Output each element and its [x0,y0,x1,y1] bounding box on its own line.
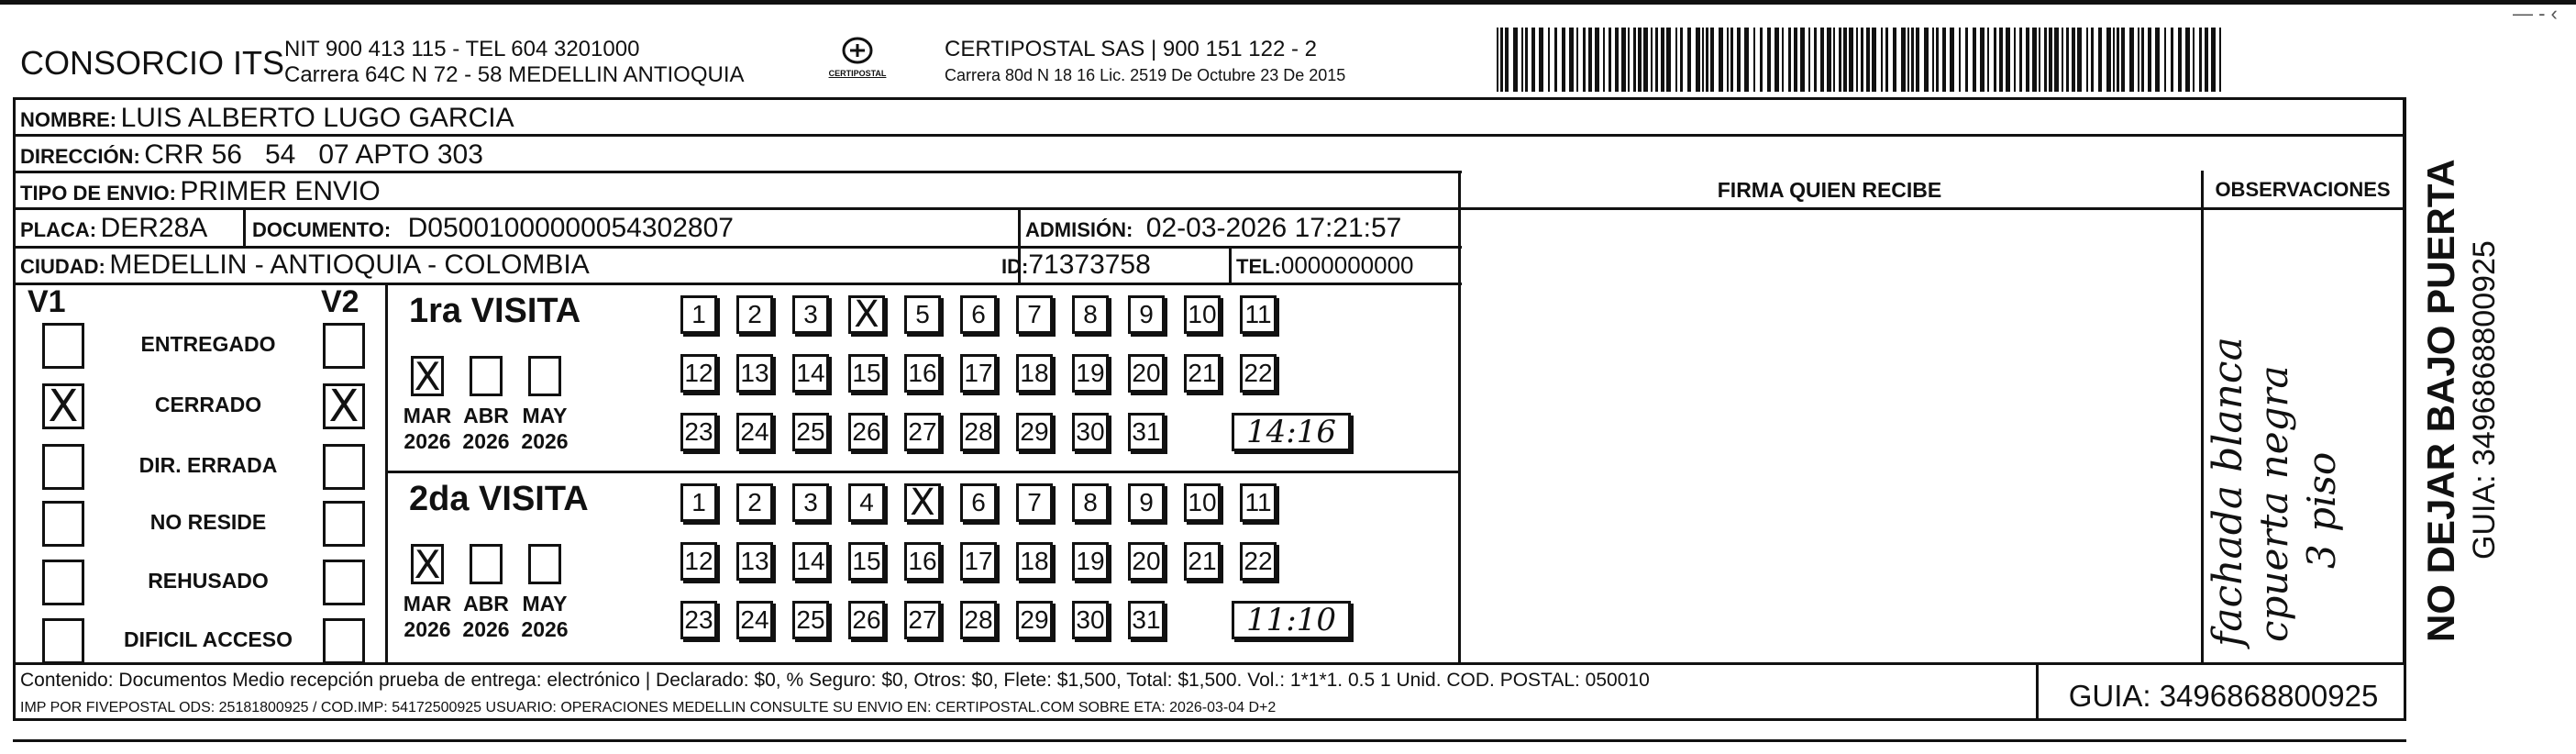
day-box[interactable]: 31 [1128,601,1165,639]
barcode-bar [1554,28,1557,92]
month-checkbox[interactable] [470,544,503,584]
barcode-bar [1924,28,1929,92]
barcode-bar [1638,28,1642,92]
barcode-bar [1655,28,1658,92]
barcode-bar [1950,28,1954,92]
barcode-bar [1973,28,1976,92]
barcode-bar [2121,28,2125,92]
month-label: MAY [522,592,568,615]
barcode-bar [1833,28,1835,92]
day-box[interactable]: 3 [792,483,829,522]
month-label: MAR [403,404,452,427]
status-label: ENTREGADO [140,332,276,356]
barcode-bar [2014,28,2016,92]
barcode-bar [2117,28,2119,92]
barcode-bar [2185,28,2190,92]
day-box[interactable]: 17 [960,542,997,581]
firma-label: FIRMA QUIEN RECIBE [1717,178,1942,202]
barcode-bar [2178,28,2182,92]
barcode-bar [1737,28,1741,92]
firma-area[interactable] [1651,220,2183,651]
nombre-value: LUIS ALBERTO LUGO GARCIA [120,103,514,133]
barcode-bar [1531,28,1535,92]
barcode-bar [1872,28,1876,92]
day-box[interactable]: 29 [1016,601,1053,639]
barcode-bar [1576,28,1578,92]
day-box[interactable]: 5 [904,295,941,334]
day-box[interactable]: 30 [1072,413,1109,451]
status-label: REHUSADO [148,569,269,593]
day-box[interactable]: 21 [1184,354,1221,393]
status-v2-checkbox[interactable] [323,560,365,605]
day-box[interactable]: 17 [960,354,997,393]
obs-line-2: cpuerta negra [2251,365,2296,642]
barcode-bar [2044,28,2047,92]
placa-value: DER28A [100,213,208,243]
barcode-bar [1615,28,1619,92]
day-box[interactable]: 23 [680,413,717,451]
status-label: DIFICIL ACCESO [123,627,293,651]
day-box[interactable]: 12 [680,542,717,581]
barcode-bar [2211,28,2216,92]
status-v2-checkbox[interactable] [323,501,365,547]
barcode-bar [1814,28,1817,92]
day-box[interactable]: 8 [1072,295,1109,334]
day-box[interactable]: 15 [848,542,885,581]
barcode-bar [2193,28,2195,92]
ciudad-label: CIUDAD: [20,255,105,278]
tipo-value: PRIMER ENVIO [180,176,381,206]
day-box[interactable]: 22 [1240,542,1277,581]
barcode-bar [2113,28,2115,92]
barcode-bar [1881,28,1883,92]
day-box[interactable]: 6 [960,483,997,522]
month-checkbox[interactable] [528,356,561,396]
barcode-bar [1907,28,1909,92]
status-v2-checkbox[interactable]: X [323,383,365,429]
month-year: 2026 [462,617,510,641]
day-box[interactable]: 31 [1128,413,1165,451]
barcode-bar [1661,28,1664,92]
day-box[interactable]: 13 [736,354,773,393]
ciudad-value: MEDELLIN - ANTIOQUIA - COLOMBIA [109,249,590,280]
barcode-bar [2164,28,2166,92]
barcode-bar [1932,28,1934,92]
barcode-bar [1893,28,1896,92]
barcode-bar [1696,28,1700,92]
v2-label: V2 [321,284,359,319]
day-box[interactable]: 8 [1072,483,1109,522]
status-label: CERRADO [154,393,262,416]
day-box[interactable]: 9 [1128,295,1165,334]
day-box[interactable]: 22 [1240,354,1277,393]
barcode-bar [1525,28,1528,92]
footer-contenido: Contenido: Documentos Medio recepción prueba de entrega: electrónico | Declarado: $0, % Seguro: $0, Otros: $0, Flete: $1,500, Total: $1,500. Vol.: 1*1*1. 0.5 1 Unid. COD. POSTAL: 050010 [20,670,1650,691]
day-box[interactable]: 20 [1128,354,1165,393]
status-v1-checkbox[interactable]: X [42,383,84,429]
logo-text: CERTIPOSTAL [828,69,887,78]
no-dejar-bajo-puerta: NO DEJAR BAJO PUERTA [2419,159,2462,642]
status-v2-checkbox[interactable] [323,323,365,369]
company-address: Carrera 64C N 72 - 58 MEDELLIN ANTIOQUIA [284,62,745,87]
barcode-bar [2219,28,2221,92]
day-box[interactable]: 2 [736,295,773,334]
day-box[interactable]: X [848,295,885,334]
status-v1-checkbox[interactable] [42,444,84,490]
observaciones-label: OBSERVACIONES [2215,178,2391,201]
barcode-bar [1651,28,1653,92]
id-value: 71373758 [1028,249,1151,280]
top-rule [0,0,2576,5]
status-v1-checkbox[interactable] [42,501,84,547]
status-v1-checkbox[interactable] [42,323,84,369]
visit-title: 1ra VISITA [409,292,581,330]
day-box[interactable]: 1 [680,295,717,334]
obs-line-1: fachada blanca [2205,337,2251,647]
day-box[interactable]: 27 [904,413,941,451]
tipo-row [20,176,381,207]
barcode-bar [2066,28,2069,92]
status-label: NO RESIDE [149,510,267,534]
barcode-bar [1727,28,1729,92]
barcode-bar [1861,28,1863,92]
barcode-bar [2155,28,2160,92]
certipostal-logo [825,37,890,78]
barcode-bar [2205,28,2208,92]
barcode-bar [1680,28,1683,92]
barcode-bar [2086,28,2088,92]
day-box[interactable]: 12 [680,354,717,393]
status-v1-checkbox[interactable] [42,560,84,605]
month-checkbox[interactable]: X [411,356,444,396]
visit-time[interactable]: 14:16 [1232,413,1351,451]
v1-label: V1 [28,284,66,319]
direccion-row [20,139,483,171]
company-name: CONSORCIO ITS [20,44,285,82]
barcode-bar [2026,28,2029,92]
day-box[interactable]: 10 [1184,295,1221,334]
barcode-bar [2072,28,2075,92]
tel-value: 0000000000 [1280,251,1414,279]
barcode-bar [2039,28,2040,92]
admision-label: ADMISIÓN: [1025,218,1133,241]
day-box[interactable]: 14 [792,354,829,393]
barcode-bar [1849,28,1853,92]
barcode-bar [1980,28,1985,92]
corner-dashes: — - ‹ [2513,2,2558,25]
tel-row [1236,251,1414,280]
barcode-bar [2141,28,2144,92]
barcode-bar [1744,28,1749,92]
barcode-bar [1753,28,1755,92]
ciudad-row [20,249,590,281]
barcode-bar [1505,28,1509,92]
barcode-bar [1843,28,1847,92]
tel-label: TEL: [1236,255,1281,278]
side-guia: GUIA: 3496868800925 [2467,240,2502,560]
placa-row [20,213,207,244]
barcode-bar [1702,28,1704,92]
barcode-bar [1820,28,1824,92]
barcode-bar [1782,28,1784,92]
day-box[interactable]: 16 [904,354,941,393]
month-label: ABR [463,592,509,615]
barcode-bar [1497,28,1498,92]
barcode [1497,28,2230,92]
day-box[interactable]: 24 [736,601,773,639]
day-box[interactable]: 11 [1240,483,1277,522]
certipostal-line: CERTIPOSTAL SAS | 900 151 122 - 2 [945,37,1317,61]
day-box[interactable]: 26 [848,413,885,451]
barcode-bar [2049,28,2052,92]
month-checkbox[interactable]: X [411,544,444,584]
day-box[interactable]: X [904,483,941,522]
nombre-row [20,103,514,134]
day-box[interactable]: 29 [1016,413,1053,451]
day-box[interactable]: 6 [960,295,997,334]
barcode-bar [1885,28,1888,92]
visit-time[interactable]: 11:10 [1232,601,1351,639]
barcode-bar [1687,28,1691,92]
documento-label: DOCUMENTO: [252,218,392,241]
day-box[interactable]: 15 [848,354,885,393]
day-box[interactable]: 2 [736,483,773,522]
barcode-bar [1994,28,1996,92]
id-label: ID: [1001,255,1029,278]
day-box[interactable]: 20 [1128,542,1165,581]
id-row [1001,249,1151,281]
day-box[interactable]: 23 [680,601,717,639]
barcode-bar [2019,28,2022,92]
barcode-bar [1901,28,1906,92]
barcode-bar [1916,28,1919,92]
day-box[interactable]: 7 [1016,295,1053,334]
month-year: 2026 [521,617,569,641]
day-box[interactable]: 10 [1184,483,1221,522]
day-box[interactable]: 28 [960,601,997,639]
day-box[interactable]: 13 [736,542,773,581]
barcode-bar [1856,28,1858,92]
certipostal-address: Carrera 80d N 18 16 Lic. 2519 De Octubre 23 De 2015 [945,66,1346,84]
documento-value: D05001000000054302807 [407,213,734,243]
barcode-bar [1628,28,1630,92]
day-box[interactable]: 9 [1128,483,1165,522]
footer-guia: GUIA: 3496868800925 [2068,679,2379,713]
obs-line-3: 3 piso [2299,451,2344,569]
barcode-bar [1588,28,1592,92]
barcode-bar [1839,28,1841,92]
barcode-bar [1959,28,1961,92]
barcode-bar [1936,28,1939,92]
barcode-bar [2106,28,2111,92]
direccion-label: DIRECCIÓN: [20,145,140,168]
admision-row [1025,213,1401,244]
certipostal-logo-icon [841,37,874,64]
day-box[interactable]: 7 [1016,483,1053,522]
barcode-bar [1675,28,1677,92]
barcode-bar [1965,28,1968,92]
nit-line: NIT 900 413 115 - TEL 604 3201000 [284,37,640,61]
day-box[interactable]: 19 [1072,542,1109,581]
status-v2-checkbox[interactable] [323,618,365,664]
day-box[interactable]: 26 [848,601,885,639]
barcode-bar [2091,28,2094,92]
barcode-bar [1643,28,1648,92]
barcode-bar [1621,28,1626,92]
nombre-label: NOMBRE: [20,108,117,131]
month-label: ABR [463,404,509,427]
day-box[interactable]: 30 [1072,601,1109,639]
status-v2-checkbox[interactable] [323,444,365,490]
barcode-bar [1583,28,1586,92]
barcode-bar [2098,28,2102,92]
month-checkbox[interactable] [470,356,503,396]
barcode-bar [1730,28,1733,92]
month-label: MAY [522,404,568,427]
day-box[interactable]: 25 [792,413,829,451]
barcode-bar [1788,28,1791,92]
barcode-bar [1719,28,1723,92]
barcode-bar [2077,28,2082,92]
barcode-bar [1774,28,1779,92]
day-box[interactable]: 21 [1184,542,1221,581]
barcode-bar [2129,28,2134,92]
day-box[interactable]: 18 [1016,542,1053,581]
month-label: MAR [403,592,452,615]
barcode-bar [1548,28,1550,92]
day-box[interactable]: 1 [680,483,717,522]
barcode-bar [2171,28,2173,92]
direccion-value: CRR 56 54 07 APTO 303 [144,139,483,170]
month-year: 2026 [521,429,569,453]
day-box[interactable]: 16 [904,542,941,581]
barcode-bar [1911,28,1914,92]
month-checkbox[interactable] [528,544,561,584]
month-year: 2026 [404,429,451,453]
day-box[interactable]: 28 [960,413,997,451]
barcode-bar [1706,28,1708,92]
visit-title: 2da VISITA [409,480,589,518]
tipo-label: TIPO DE ENVIO: [20,182,176,205]
barcode-bar [1866,28,1870,92]
day-box[interactable]: 14 [792,542,829,581]
barcode-bar [1521,28,1523,92]
barcode-bar [1794,28,1797,92]
admision-value: 02-03-2026 17:21:57 [1145,213,1402,243]
barcode-bar [1513,28,1518,92]
status-label: DIR. ERRADA [138,453,278,477]
barcode-bar [1999,28,2003,92]
month-year: 2026 [462,429,510,453]
barcode-bar [2062,28,2063,92]
barcode-bar [2138,28,2139,92]
barcode-bar [2032,28,2037,92]
barcode-bar [1569,28,1574,92]
day-box[interactable]: 19 [1072,354,1109,393]
barcode-bar [1767,28,1771,92]
barcode-bar [1633,28,1636,92]
barcode-bar [1666,28,1671,92]
day-box[interactable]: 24 [736,413,773,451]
barcode-bar [1500,28,1503,92]
day-box[interactable]: 25 [792,601,829,639]
day-box[interactable]: 3 [792,295,829,334]
documento-row [252,213,734,244]
month-year: 2026 [404,617,451,641]
barcode-bar [1539,28,1543,92]
barcode-bar [2148,28,2151,92]
day-box[interactable]: 11 [1240,295,1277,334]
barcode-bar [2006,28,2010,92]
day-box[interactable]: 27 [904,601,941,639]
placa-label: PLACA: [20,218,97,241]
barcode-bar [2199,28,2202,92]
barcode-bar [1603,28,1605,92]
barcode-bar [1942,28,1946,92]
barcode-bar [1562,28,1565,92]
status-v1-checkbox[interactable] [42,618,84,664]
barcode-bar [1609,28,1611,92]
barcode-bar [1710,28,1714,92]
barcode-bar [1827,28,1831,92]
barcode-bar [1800,28,1805,92]
barcode-bar [1595,28,1599,92]
barcode-bar [2054,28,2059,92]
footer-imp: IMP POR FIVEPOSTAL ODS: 25181800925 / COD.IMP: 54172500925 USUARIO: OPERACIONES MEDELLIN CONSULTE SU ENVIO EN: CERTIPOSTAL.COM SOBRE ETA: 2026-03-04 D+2 [20,700,1277,715]
day-box[interactable]: 18 [1016,354,1053,393]
day-box[interactable]: 4 [848,483,885,522]
barcode-bar [1987,28,1989,92]
barcode-bar [1808,28,1810,92]
barcode-bar [1760,28,1763,92]
